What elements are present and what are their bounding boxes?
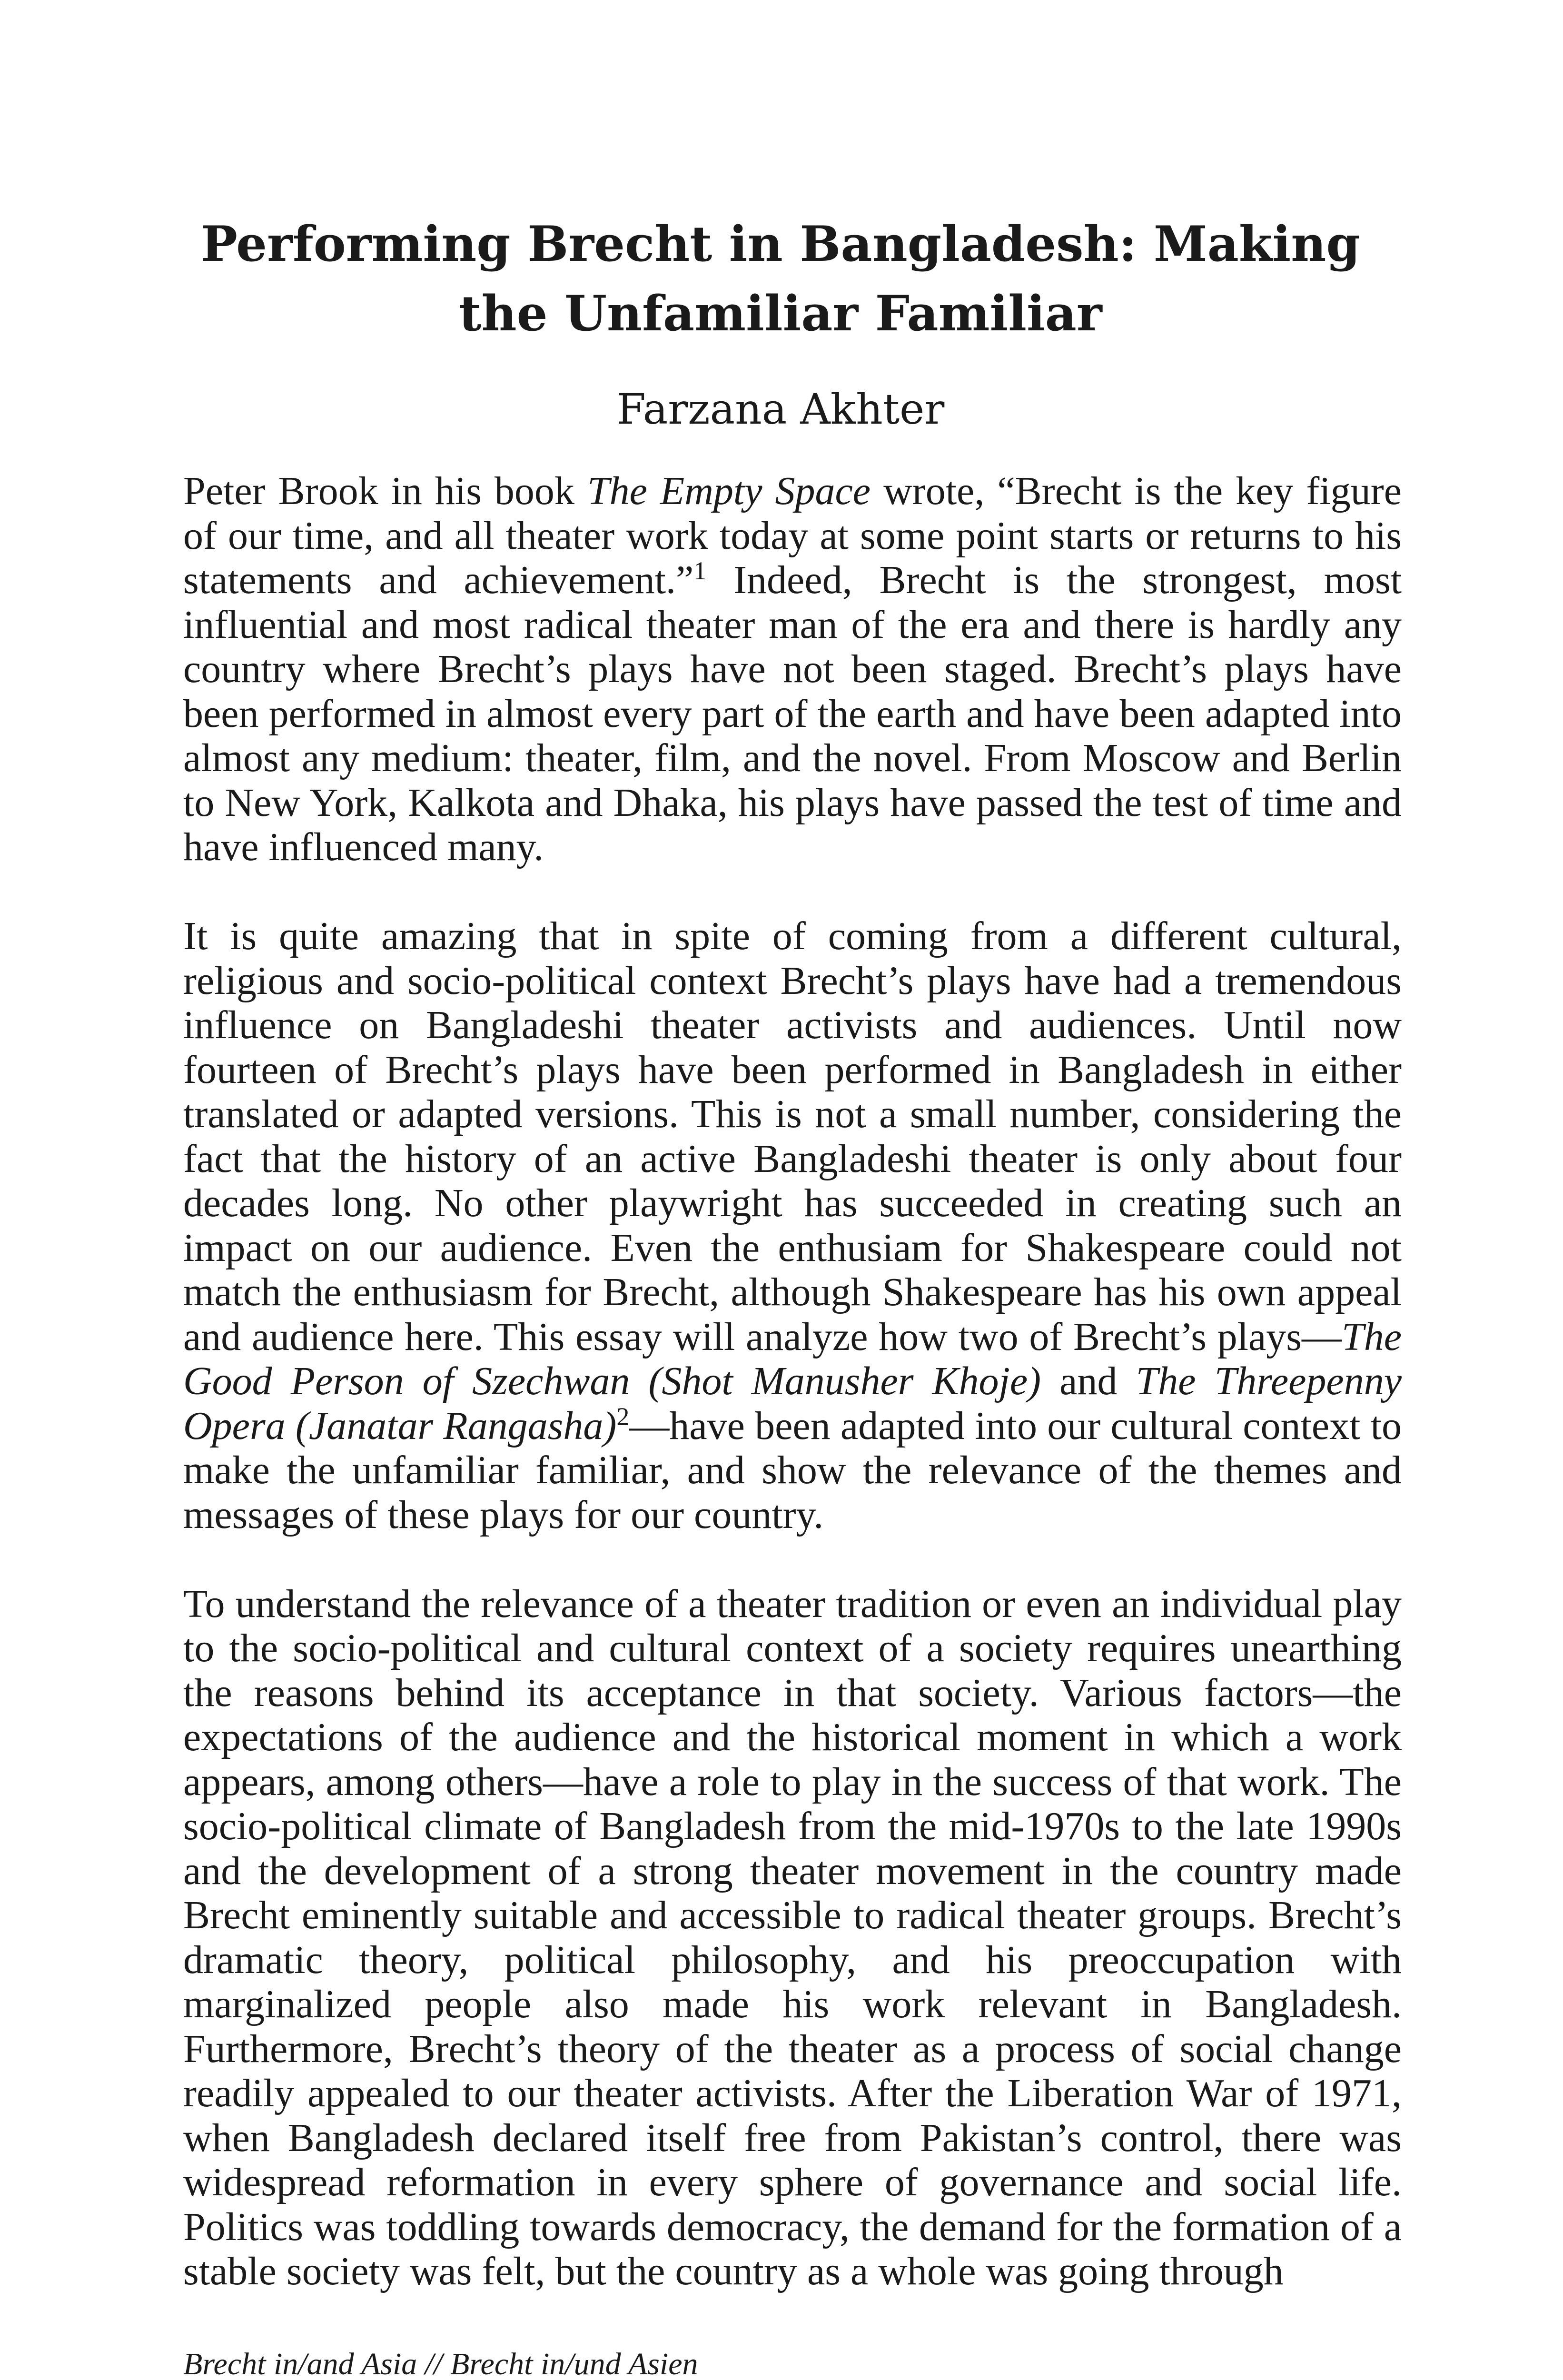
paragraph-3-text: To understand the relevance of a theater tradition or even an individual play to the socio-political and cultural context of a society requires unearthing the reasons behind its acceptance in that society. Various factors—the expectations of the audience and the historical moment in which a work appears, among others—have a role to play in the success of that work. The socio-political climate of Bangladesh from the mid-1970s to the late 1990s and the development of a strong theater movement in the country made Brecht eminently suitable and accessible to radical theater groups. Brecht’s dramatic theory, political philosophy, and his preoccupation with marginalized people also made his work relevant in Bangladesh. Furthermore, Brecht’s theory of the theater as a process of social change readily appealed to our theater activists. After the Liberation War of 1971, when Bangladesh declared itself free from Pakistan’s control, there was widespread reformation in every sphere of governance and social life. Politics was toddling towards democracy, the demand for the formation of a stable society was felt, but the country as a whole was going through <box>183 1581 1402 2293</box>
article-body <box>183 469 1402 2294</box>
footnote-marker-2[interactable]: 2 <box>616 1402 630 1431</box>
paragraph-2 <box>183 914 1402 1537</box>
paragraph-2-text-a: It is quite amazing that in spite of coming from a different cultural, religious and socio-political context Brecht’s plays have had a tremendous influence on Bangladeshi theater activists and audiences. Until now fourteen of Brecht’s plays have been performed in Bangladesh in either translated or adapted versions. This is not a small number, considering the fact that the history of an active Bangladeshi theater is only about four decades long. No other playwright has succeeded in creating such an impact on our audience. Even the enthusiam for Shakespeare could not match the enthusiasm for Brecht, although Shakespeare has his own appeal and audience here. This essay will analyze how two of Brecht’s plays— <box>183 914 1402 1359</box>
page-footer <box>183 2347 1402 2380</box>
footnote-marker-1[interactable]: 1 <box>693 556 707 585</box>
play-title-threepenny-opera: The Threepenny Opera (Janatar Rangasha) <box>183 1359 1402 1448</box>
paragraph-1-text-b: wrote, “Brecht is the key figure of our time, and all theater work today at some point starts or returns to his statements and achievement.” <box>183 469 1402 602</box>
paragraph-3 <box>183 1582 1402 2294</box>
footer-series-title: Brecht in/and Asia // Brecht in/und Asien <box>183 2347 698 2380</box>
paragraph-2-text-c: —have been adapted into our cultural context to make the unfamiliar familiar, and show the relevance of the themes and messages of these plays for our country. <box>183 1403 1402 1537</box>
paragraph-1-text-c: Indeed, Brecht is the strongest, most influential and most radical theater man of the era and there is hardly any country where Brecht’s plays have not been staged. Brecht’s plays have been performed in almost every part of the earth and have been adapted into almost any medium: theater, film, and the novel. From Moscow and Berlin to New York, Kalkota and Dhaka, his plays have passed the test of time and have influenced many. <box>183 558 1402 869</box>
paragraph-2-text-b: and <box>1041 1359 1136 1403</box>
article-title: Performing Brecht in Bangladesh: Making the Unfamiliar Familiar <box>201 216 1360 342</box>
paragraph-1-text-a: Peter Brook in his book <box>183 469 587 513</box>
paragraph-1 <box>183 469 1402 870</box>
book-title-empty-space: The Empty Space <box>587 469 871 513</box>
play-title-good-person: The Good Person of Szechwan (Shot Manusher Khoje) <box>183 1314 1402 1403</box>
article-author: Farzana Akhter <box>616 385 945 434</box>
